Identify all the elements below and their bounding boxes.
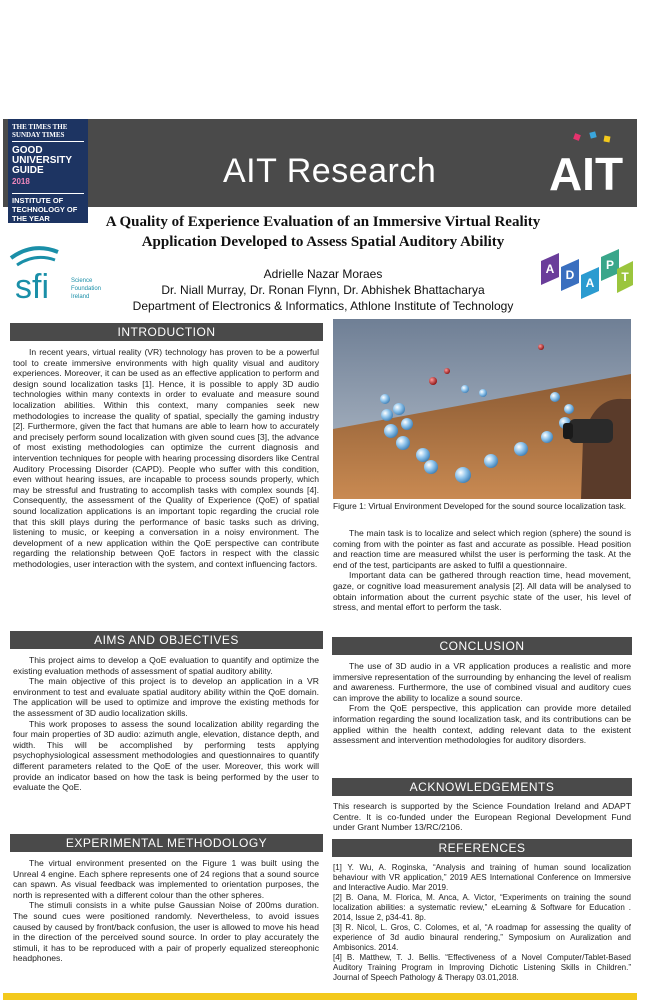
references-list xyxy=(333,863,631,983)
svg-text:Science: Science xyxy=(71,278,93,284)
introduction-text xyxy=(13,347,319,569)
badge-year: 2018 xyxy=(12,177,30,186)
reference-item: [2] B. Oana, M. Florica, M. Anca, A. Victor, “Experiments on training the sound localization abilities: a systematic review,” eLearning & Software for Education . 2014, Issue 2, p34-41. 8p. xyxy=(333,893,631,922)
task-text xyxy=(333,528,631,613)
adapt-logo xyxy=(539,247,635,305)
acknowledgements-text xyxy=(333,801,631,833)
svg-text:D: D xyxy=(565,268,575,282)
task-paragraph-2: Important data can be gathered through reaction time, head movement, gaze, or cognitive load measurement analysis [2]. All data will be analysed to obtain information about the current psychic state of the user, his level of stress, and mental effort to perform the task. xyxy=(333,570,631,613)
ait-logo xyxy=(536,128,636,203)
svg-text:T: T xyxy=(621,270,629,284)
author-primary: Adrielle Nazar Moraes xyxy=(263,267,383,281)
aims-paragraph-1: This project aims to develop a QoE evaluation to quantify and optimize the existing evaluation methods of assessment of spatial auditory ability. xyxy=(13,655,319,676)
sfi-logo xyxy=(3,238,113,310)
bottom-accent-bar xyxy=(3,993,637,1000)
paper-title-line2: Application Developed to Assess Spatial Auditory Ability xyxy=(141,234,505,250)
university-guide-badge xyxy=(8,119,88,223)
figure-caption: Figure 1: Virtual Environment Developed for the sound source localization task. xyxy=(333,501,627,511)
affiliation: Department of Electronics & Informatics, Athlone Institute of Technology xyxy=(132,299,514,313)
author-supervisors: Dr. Niall Murray, Dr. Ronan Flynn, Dr. Abhishek Bhattacharya xyxy=(161,283,485,297)
banner-title: AIT Research xyxy=(223,152,437,190)
svg-text:AIT: AIT xyxy=(548,148,624,200)
methodology-heading: EXPERIMENTAL METHODOLOGY xyxy=(10,834,323,852)
conclusion-paragraph-1: The use of 3D audio in a VR application produces a realistic and more immersive representation of the surrounding by enhancing the level of realism and awareness. Furthermore, the use of combined visual and auditory cues can improve the ability to localize a sound source. xyxy=(333,661,631,703)
badge-guide: GOOD UNIVERSITY GUIDE xyxy=(12,145,72,176)
svg-text:sfi: sfi xyxy=(15,268,49,306)
methodology-text xyxy=(13,858,319,964)
paper-title-line1: A Quality of Experience Evaluation of an Immersive Virtual Reality xyxy=(105,214,541,230)
methodology-paragraph-2: The stimuli consists in a white pulse Gaussian Noise of 200ms duration. The sound cues were positioned randomly. Nevertheless, to avoid issues caused by caused by front/back confusion, the user is allowed to move his head in the direction of the perceived sound source. In order to play accurately the stimuli, it has to be reproduced with a pair of properly equalized stereophonic headphones. xyxy=(13,900,319,964)
badge-times: THE TIMES THE SUNDAY TIMES xyxy=(12,123,84,142)
svg-text:Ireland: Ireland xyxy=(71,294,90,300)
task-paragraph-1: The main task is to localize and select which region (sphere) the sound is coming from with the pointer as fast and accurate as possible. Head position and reaction time are measured whilst the user is performing the task. At the end of the test, participants are asked to fulfil a questionnaire. xyxy=(333,528,631,570)
aims-paragraph-3: This work proposes to assess the sound localization ability regarding the four main properties of 3D audio: azimuth angle, elevation, distance depth, and width. This will be accomplished by performing tests applying psychophysiological assessment methodologies and questionnaires to quantify different parameters related to the QoE of the user. Moreover, this work will provide an indicator based on how the task is being performed by the user to evaluate the QoE. xyxy=(13,718,319,793)
conclusion-text xyxy=(333,661,631,746)
reference-item: [3] R. Nicol, L. Gros, C. Colomes, et al, “A roadmap for assessing the quality of experience of 3d audio binaural rendering,” Symposium on Auralization and Ambisonics. 2014. xyxy=(333,923,631,952)
references-heading: REFERENCES xyxy=(332,839,632,857)
paper-title xyxy=(83,212,563,252)
aims-paragraph-2: The main objective of this project is to develop an application in a VR environment to test and evaluate spatial auditory ability within the QoE domain. The application will be used to optimize and improve the existing methods for the assessment of 3D audio localization skills. xyxy=(13,676,319,718)
svg-text:A: A xyxy=(545,262,555,276)
reference-item: [4] B. Matthew, T. J. Bellis. “Effectiveness of a Novel Computer/Tablet-Based Auditory Training Program in Improving Dichotic Listening Skills in Children.” Journal of Speech Pathology & Therapy 03.01,2018. xyxy=(333,953,631,982)
introduction-heading: INTRODUCTION xyxy=(10,323,323,341)
conclusion-heading: CONCLUSION xyxy=(332,637,632,655)
svg-text:A: A xyxy=(585,276,595,290)
conclusion-paragraph-2: From the QoE perspective, this application can provide more detailed information regarding the sound localization task, and its contributions can be applied within the health context, adding relevant data to the existent assessment and intervention methodologies for auditory disorders. xyxy=(333,703,631,746)
aims-text xyxy=(13,655,319,793)
authors-block xyxy=(123,266,523,314)
badge-institute: INSTITUTE OF TECHNOLOGY OF THE YEAR xyxy=(12,193,84,223)
svg-text:Foundation: Foundation xyxy=(71,286,102,292)
svg-text:P: P xyxy=(605,258,615,272)
acknowledgements-heading: ACKNOWLEDGEMENTS xyxy=(332,778,632,796)
acknowledgements-paragraph: This research is supported by the Science Foundation Ireland and ADAPT Centre. It is co-funded under the European Regional Development Fund under Grant Number 13/RC/2106. xyxy=(333,801,631,833)
poster xyxy=(3,103,637,1000)
introduction-paragraph: In recent years, virtual reality (VR) technology has proven to be a powerful tool to create immersive environments with high quality visual and auditory experiences. Moreover, it can be used as an effective application to perform and design sound localization tasks [1]. Hence, it is possible to apply 3D audio technologies within many contexts in order to evaluate and measure sound localization abilities. Within this context, many companies seek new methodologies to increase the quality of spatial, specially the gaming industry [2]. Furthermore, given the fact that humans are able to learn how to accurately and precisely perform sound localization with given sound cues [3], the advance of most existing methodologies can optimize the current diagnosis and intervention techniques for people with hearing processing disorders like Central Auditory Processing Disorder (CAPD). People who suffer with this condition, even without hearing issues, are incapable to process sounds properly, which may be stressful and frustrating to accomplish tasks with complex sounds [4]. Consequently, the assessment of the Quality of Experience (QoE) of spatial sound localization applications is an important topic regarding the crucial role that this skill plays during the performance of basic tasks such as driving, listening to music, or keeping a conversation in a noisy environment. The development of a new application within the QoE perspective can contribute regarding the relationship between QoE factors in respect with the classic methodologies, user interaction with the system, and context influencing factors. xyxy=(13,347,319,569)
reference-item: [1] Y. Wu, A. Roginska, “Analysis and training of human sound localization behaviour with VR application,” 2019 AES International Conference on Immersive and Interactive Audio. Mar 2019. xyxy=(333,863,631,892)
methodology-paragraph-1: The virtual environment presented on the Figure 1 was built using the Unreal 4 engine. Each sphere represents one of 24 regions that a sound source can spawn. As visual feedback was implemented to orientation purposes, the north is represented with a different colour than the other spheres. xyxy=(13,858,319,900)
aims-heading: AIMS AND OBJECTIVES xyxy=(10,631,323,649)
figure-vr-environment xyxy=(333,319,631,499)
